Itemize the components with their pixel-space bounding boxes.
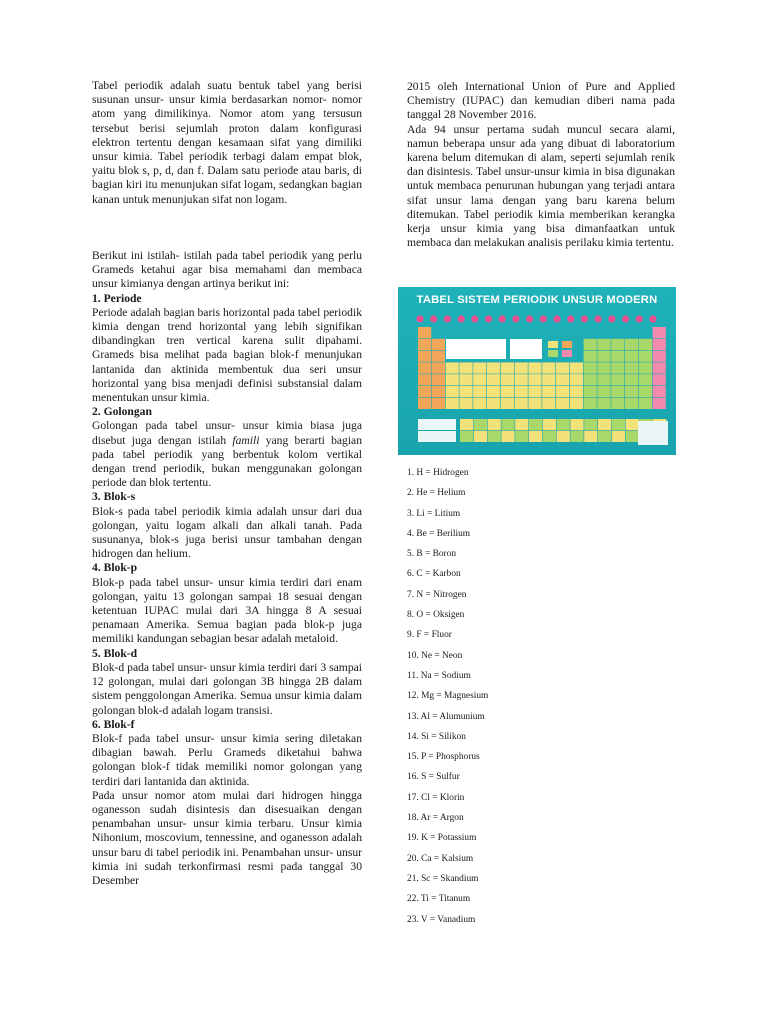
element-cell <box>597 374 610 385</box>
element-cell <box>625 386 638 397</box>
element-list-item: 22. Ti = Titanum <box>407 894 471 905</box>
element-cell <box>418 374 431 385</box>
element-cell <box>584 398 597 409</box>
element-list-item: 8. O = Oksigen <box>407 610 465 621</box>
f-block-cell <box>515 431 528 442</box>
element-cell <box>639 374 652 385</box>
section-body-part: Golongan pada tabel unsur- unsur kimia biasa juga disebut juga dengan istilah <box>92 419 362 447</box>
group-marker-icon <box>526 315 533 322</box>
element-cell <box>597 339 610 350</box>
element-list-item: 1. H = Hidrogen <box>407 468 469 478</box>
element-cell <box>611 339 624 350</box>
section-body: Blok-d pada tabel unsur- unsur kimia terdiri dari 3 sampai 12 golongan, mulai dari golongan 3B hingga 2B dalam sistem penggolongan Amerika. Semua unsur kimia dalam golongan blok-d adalah logam transisi. <box>92 660 362 717</box>
element-list-item: 3. Li = Litium <box>407 508 461 519</box>
element-cell <box>418 339 431 350</box>
element-cell <box>611 398 624 409</box>
element-cell <box>597 351 610 362</box>
f-block-cell <box>529 431 542 442</box>
group-marker-icon <box>553 315 560 322</box>
f-block-cell <box>557 431 570 442</box>
f-block-cell <box>584 431 597 442</box>
section-heading: 1. Periode <box>92 291 142 305</box>
f-block-cell <box>626 419 639 430</box>
f-block-cell <box>543 431 556 442</box>
element-list-item: 2. He = Helium <box>407 488 466 499</box>
element-cell <box>584 362 597 373</box>
element-list-item: 16. S = Sulfur <box>407 772 460 783</box>
group-marker-icon <box>471 315 478 322</box>
f-block-cell <box>501 431 514 442</box>
element-cell <box>459 386 472 397</box>
group-marker-icon <box>485 315 492 322</box>
group-marker-icon <box>540 315 547 322</box>
element-cell <box>611 374 624 385</box>
group-marker-icon <box>622 315 629 322</box>
element-cell <box>653 351 666 362</box>
element-list-item: 23. V = Vanadium <box>407 914 476 925</box>
f-block-cell <box>474 419 487 430</box>
element-cell <box>570 386 583 397</box>
natural-elements-paragraph: Ada 94 unsur pertama sudah muncul secara alami, namun beberapa unsur ada yang dibuat di laboratorium karena belum ditemukan di alam, seperti sejumlah renik dan disintesis. Tabel unsur-unsur kimia in bisa digunakan untuk membaca penurunan hubungan yang terjadi antara sifat unsur lama dengan yang baru karena belum ditemukan. Tabel periodik kimia memberikan kerangka kerja unsur kimia yang bisa dimanfaatkan untuk membaca dan melakukan analisis perilaku kimia tertentu. <box>407 122 675 250</box>
element-cell <box>432 362 445 373</box>
section-heading: 4. Blok-p <box>92 561 138 575</box>
element-cell <box>459 362 472 373</box>
f-block-cell <box>529 419 542 430</box>
section-heading: 6. Blok-f <box>92 717 135 731</box>
element-cell <box>597 398 610 409</box>
element-cell <box>639 386 652 397</box>
element-cell <box>653 362 666 373</box>
element-cell <box>639 362 652 373</box>
section-heading: 3. Blok-s <box>92 490 136 504</box>
element-cell <box>625 351 638 362</box>
element-cell <box>487 362 500 373</box>
element-cell <box>418 327 431 338</box>
element-list-item: 12. Mg = Magnesium <box>407 691 489 702</box>
element-cell <box>446 362 459 373</box>
element-cell <box>487 374 500 385</box>
periodic-table-poster-image <box>398 287 676 455</box>
definitions-block <box>92 249 362 888</box>
element-list-item: 11. Na = Sodium <box>407 670 471 681</box>
element-cell <box>473 386 486 397</box>
element-cell <box>459 374 472 385</box>
element-cell <box>556 398 569 409</box>
element-cell <box>515 362 528 373</box>
element-cell <box>570 398 583 409</box>
element-cell <box>515 386 528 397</box>
group-marker-icon <box>636 315 643 322</box>
element-cell <box>432 386 445 397</box>
f-block-cell <box>460 431 473 442</box>
element-cell <box>432 351 445 362</box>
element-list-item: 19. K = Potassium <box>407 833 477 844</box>
section-body-part: yang berarti bagian pada tabel periodik yang berbentuk kolom vertikal dengan trend periodik, bukan menggunakan golongan periode dan blok tertentu. <box>92 433 362 490</box>
group-marker-icon <box>458 315 465 322</box>
legend-box <box>510 339 542 359</box>
element-cell <box>584 374 597 385</box>
section-golongan <box>92 405 362 490</box>
section-heading: 5. Blok-d <box>92 646 138 660</box>
element-cell <box>501 362 514 373</box>
element-cell <box>501 374 514 385</box>
element-cell <box>542 374 555 385</box>
f-block-cell <box>598 419 611 430</box>
element-cell <box>446 386 459 397</box>
element-list <box>407 463 607 930</box>
element-cell <box>584 386 597 397</box>
element-cell <box>556 386 569 397</box>
legend-box <box>446 339 506 359</box>
group-marker-icon <box>581 315 588 322</box>
element-cell <box>473 398 486 409</box>
f-block-cell <box>570 419 583 430</box>
element-list-item: 20. Ca = Kalsium <box>407 853 474 864</box>
element-list-item: 6. C = Karbon <box>407 569 461 580</box>
section-blok-p <box>92 561 362 646</box>
closing-paragraph: Pada unsur nomor atom mulai dari hidrogen hingga oganesson sudah disintesis dan disesuaikan dengan penambahan unsur- unsur kimia terbaru. Unsur kimia Nihonium, moscovium, tennessine, and oganesson adalah unsur baru di tabel periodik ini. Penambahan unsur- unsur kimia ini sudah terkonfirmasi resmi pada tanggal 30 Desember <box>92 788 362 887</box>
element-cell <box>418 386 431 397</box>
lanthanide-label <box>418 419 456 430</box>
group-marker-icon <box>444 315 451 322</box>
element-cell <box>542 398 555 409</box>
legend-swatch <box>548 350 558 357</box>
element-cell <box>515 374 528 385</box>
legend-swatch <box>562 350 572 357</box>
element-list-item: 13. Al = Alumunium <box>407 711 485 722</box>
element-cell <box>418 351 431 362</box>
element-list-item: 4. Be = Berilium <box>407 528 471 539</box>
section-body: Blok-s pada tabel periodik kimia adalah unsur dari dua golongan, yaitu logam alkali dan alkali tanah. Pada susunanya, blok-s juga berisi unsur tambahan dengan hidrogen dan helium. <box>92 504 362 561</box>
f-block-cell <box>474 431 487 442</box>
element-cell <box>570 362 583 373</box>
section-body: Periode adalah bagian baris horizontal pada tabel periodik kimia dengan trend horizontal yang lebih signifikan dibandingkan tren vertical karena sulit dipahami. Grameds bisa melihat pada bagian blok-f menunjukan lantanida dan aktinida membentuk dua seri unsur horizontal yang bisa menjadi definisi substansial dalam menentukan unsur kimia. <box>92 305 362 405</box>
actinide-label <box>418 431 456 442</box>
element-list-item: 17. Cl = Klorin <box>407 792 465 803</box>
element-list-item: 10. Ne = Neon <box>407 650 463 661</box>
f-block-cell <box>543 419 556 430</box>
element-list-item: 9. F = Fluor <box>407 630 452 641</box>
element-cell <box>515 398 528 409</box>
f-block-cell <box>488 431 501 442</box>
element-cell <box>459 398 472 409</box>
f-block-cell <box>460 419 473 430</box>
element-cell <box>611 362 624 373</box>
f-block-cell <box>488 419 501 430</box>
famili-term: famili <box>232 433 260 447</box>
group-marker-icon <box>649 315 656 322</box>
element-cell <box>542 386 555 397</box>
section-body: Blok-p pada tabel unsur- unsur kimia terdiri dari enam golongan, yaitu 13 golongan sampai 18 sesuai dengan ketentuan IUPAC mulai dari 3A hingga 8 A sesuai penamaan Amerika. Semua bagian pada blok-p juga memiliki kandungan sebagian besar adalah metaloid. <box>92 575 362 646</box>
f-block-cell <box>612 419 625 430</box>
element-cell <box>653 398 666 409</box>
section-periode <box>92 292 362 406</box>
f-block-cell <box>598 431 611 442</box>
legend-swatch <box>548 341 558 348</box>
element-cell <box>584 351 597 362</box>
publisher-logo <box>638 421 668 445</box>
element-cell <box>432 339 445 350</box>
legend-swatch <box>562 341 572 348</box>
element-list-item: 5. B = Boron <box>407 549 457 560</box>
element-cell <box>487 386 500 397</box>
element-cell <box>625 398 638 409</box>
group-marker-icon <box>595 315 602 322</box>
continuation-paragraph: 2015 oleh International Union of Pure and Applied Chemistry (IUPAC) dan kemudian diberi nama pada tanggal 28 November 2016. <box>407 80 675 122</box>
element-cell <box>653 386 666 397</box>
element-cell <box>487 398 500 409</box>
element-cell <box>625 374 638 385</box>
element-cell <box>584 339 597 350</box>
right-text-block <box>407 80 675 250</box>
f-block-cell <box>557 419 570 430</box>
group-marker-icon <box>416 315 423 322</box>
intro-paragraph: Tabel periodik adalah suatu bentuk tabel yang berisi susunan unsur- unsur kimia berdasarkan nomor- nomor atom yang dimilikinya. Nomor atom yang tersusun tersebut berisi sejumlah proton dalam konfigurasi elektron tertentu dengan kesamaan sifat yang dimiliki unsur kimia. Tabel periodik terbagi dalam empat blok, yaitu blok s, p, d, dan f. Dalam satu periode atau baris, di bagian kiri itu menunjukan sifat logam, sedangkan bagian kanan untuk menunjukan sifat non logam. <box>92 79 362 206</box>
group-marker-icon <box>499 315 506 322</box>
section-blok-f <box>92 718 362 789</box>
element-cell <box>528 362 541 373</box>
element-cell <box>597 386 610 397</box>
poster-title: TABEL SISTEM PERIODIK UNSUR MODERN <box>416 294 658 306</box>
element-cell <box>653 374 666 385</box>
element-cell <box>611 351 624 362</box>
element-cell <box>432 398 445 409</box>
section-blok-d <box>92 647 362 718</box>
f-block-cell <box>626 431 639 442</box>
element-list-item: 15. P = Phosphorus <box>407 752 480 763</box>
element-cell <box>473 374 486 385</box>
element-cell <box>446 398 459 409</box>
f-block-cell <box>501 419 514 430</box>
element-cell <box>625 362 638 373</box>
element-cell <box>570 374 583 385</box>
group-marker-icon <box>430 315 437 322</box>
element-cell <box>418 362 431 373</box>
element-cell <box>556 374 569 385</box>
f-block-cell <box>570 431 583 442</box>
element-list-item: 14. Si = Silikon <box>407 731 466 742</box>
section-body: Blok-f pada tabel unsur- unsur kimia sering diletakan dibagian bawah. Perlu Grameds diketahui bahwa golongan blok-f tidak memiliki nomor golongan yang terdiri dari lantanida dan aktinida. <box>92 731 362 788</box>
element-cell <box>473 362 486 373</box>
element-cell <box>556 362 569 373</box>
element-cell <box>611 386 624 397</box>
element-cell <box>639 351 652 362</box>
element-list-item: 18. Ar = Argon <box>407 813 464 824</box>
element-cell <box>501 386 514 397</box>
element-cell <box>528 386 541 397</box>
group-marker-icon <box>512 315 519 322</box>
element-cell <box>528 398 541 409</box>
element-cell <box>418 398 431 409</box>
element-cell <box>597 362 610 373</box>
lead-paragraph: Berikut ini istilah- istilah pada tabel periodik yang perlu Grameds ketahui agar bisa memahami dan membaca unsur kimianya dengan artinya berikut ini: <box>92 249 362 291</box>
f-block-cell <box>612 431 625 442</box>
section-blok-s <box>92 490 362 561</box>
element-cell <box>639 339 652 350</box>
element-cell <box>446 374 459 385</box>
f-block-cell <box>584 419 597 430</box>
section-body <box>92 419 362 490</box>
element-cell <box>528 374 541 385</box>
group-marker-icon <box>608 315 615 322</box>
poster-graphic <box>398 287 676 455</box>
element-cell <box>501 398 514 409</box>
element-cell <box>432 374 445 385</box>
element-cell <box>653 339 666 350</box>
group-marker-icon <box>567 315 574 322</box>
element-cell <box>542 362 555 373</box>
element-cell <box>639 398 652 409</box>
element-list-item: 7. N = Nitrogen <box>407 589 467 600</box>
section-heading: 2. Golongan <box>92 405 152 419</box>
f-block-cell <box>515 419 528 430</box>
element-cell <box>625 339 638 350</box>
element-list-item: 21. Sc = Skandium <box>407 873 479 884</box>
element-cell <box>653 327 666 338</box>
